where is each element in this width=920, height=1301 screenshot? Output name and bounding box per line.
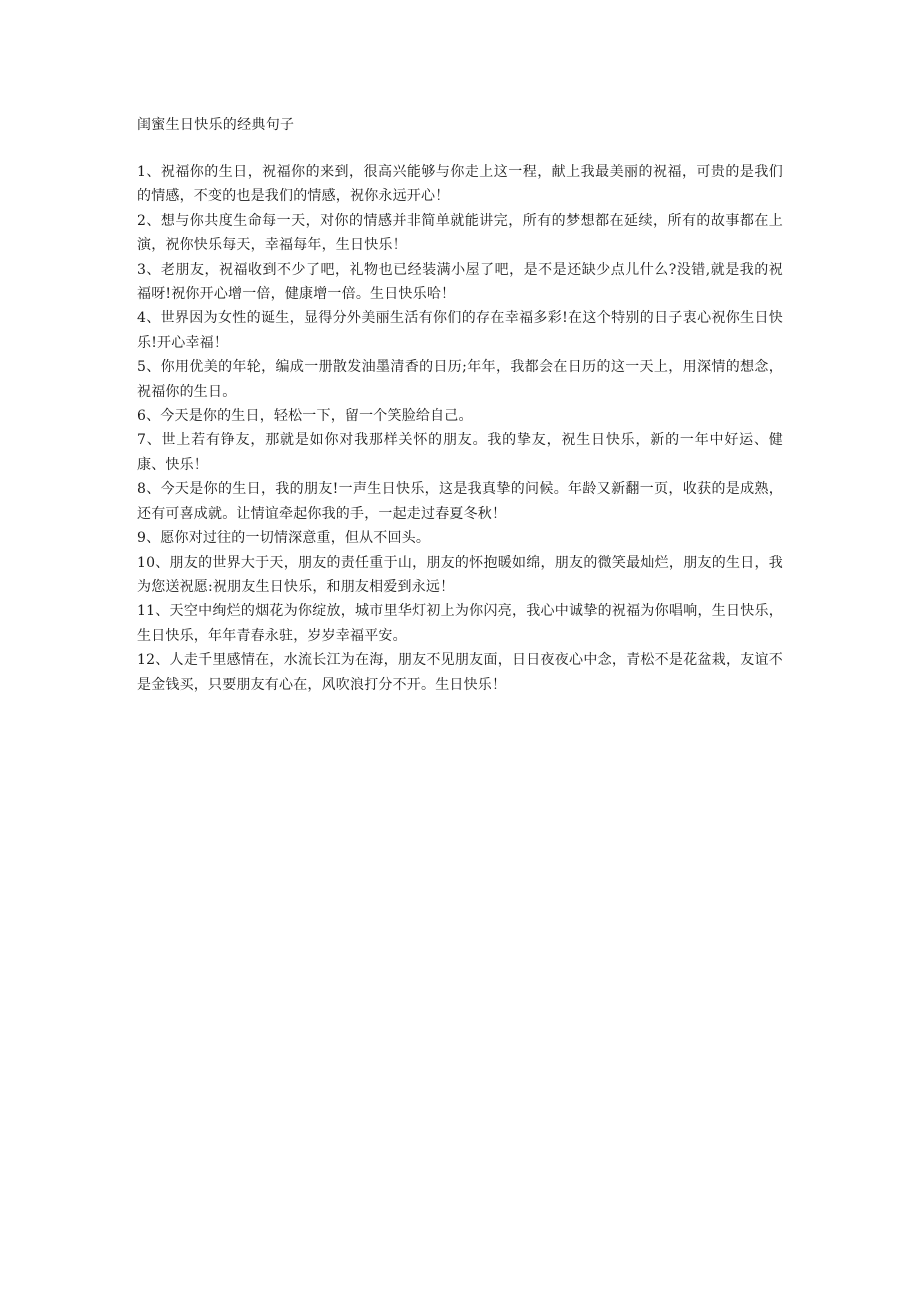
paragraph-12: 12、人走千里感情在，水流长江为在海，朋友不见朋友面，日日夜夜心中念，青松不是花盆栽，友谊不是金钱买，只要朋友有心在，风吹浪打分不开。生日快乐！ [137, 652, 783, 693]
paragraph-7: 7、世上若有铮友，那就是如你对我那样关怀的朋友。我的挚友，祝生日快乐，新的一年中好运、健康、快乐！ [137, 432, 783, 473]
paragraph-8: 8、今天是你的生日，我的朋友!一声生日快乐，这是我真挚的问候。年龄又新翻一页，收获的是成熟，还有可喜成就。让情谊牵起你我的手，一起走过春夏冬秋！ [137, 481, 783, 522]
paragraph-5: 5、你用优美的年轮，编成一册散发油墨清香的日历;年年，我都会在日历的这一天上，用深情的想念，祝福你的生日。 [137, 359, 783, 400]
paragraph-4: 4、世界因为女性的诞生，显得分外美丽生活有你们的存在幸福多彩!在这个特别的日子衷心祝你生日快乐!开心幸福！ [137, 310, 783, 351]
paragraph-10: 10、朋友的世界大于天，朋友的责任重于山，朋友的怀抱暖如绵，朋友的微笑最灿烂，朋友的生日，我为您送祝愿:祝朋友生日快乐，和朋友相爱到永远！ [137, 554, 783, 595]
paragraph-3: 3、老朋友，祝福收到不少了吧，礼物也已经装满小屋了吧，是不是还缺少点儿什么?没错,就是我的祝福呀!祝你开心增一倍，健康增一倍。生日快乐哈！ [137, 261, 783, 303]
paragraph-6: 6、今天是你的生日，轻松一下，留一个笑脸给自己。 [137, 408, 473, 425]
paragraph-1: 1、祝福你的生日，祝福你的来到，很高兴能够与你走上这一程，献上我最美丽的祝福，可贵的是我们的情感，不变的也是我们的情感，祝你永远开心！ [137, 164, 783, 205]
document-title: 闺蜜生日快乐的经典句子 [137, 117, 295, 133]
paragraph-9: 9、愿你对过往的一切情深意重，但从不回头。 [137, 530, 431, 547]
paragraph-2: 2、想与你共度生命每一天，对你的情感并非简单就能讲完，所有的梦想都在延续，所有的故事都在上演，祝你快乐每天，幸福每年，生日快乐！ [137, 212, 783, 254]
document-body [137, 160, 783, 697]
paragraph-11: 11、天空中绚烂的烟花为你绽放，城市里华灯初上为你闪亮，我心中诚挚的祝福为你唱响，生日快乐，生日快乐，年年青春永驻，岁岁幸福平安。 [137, 603, 783, 644]
